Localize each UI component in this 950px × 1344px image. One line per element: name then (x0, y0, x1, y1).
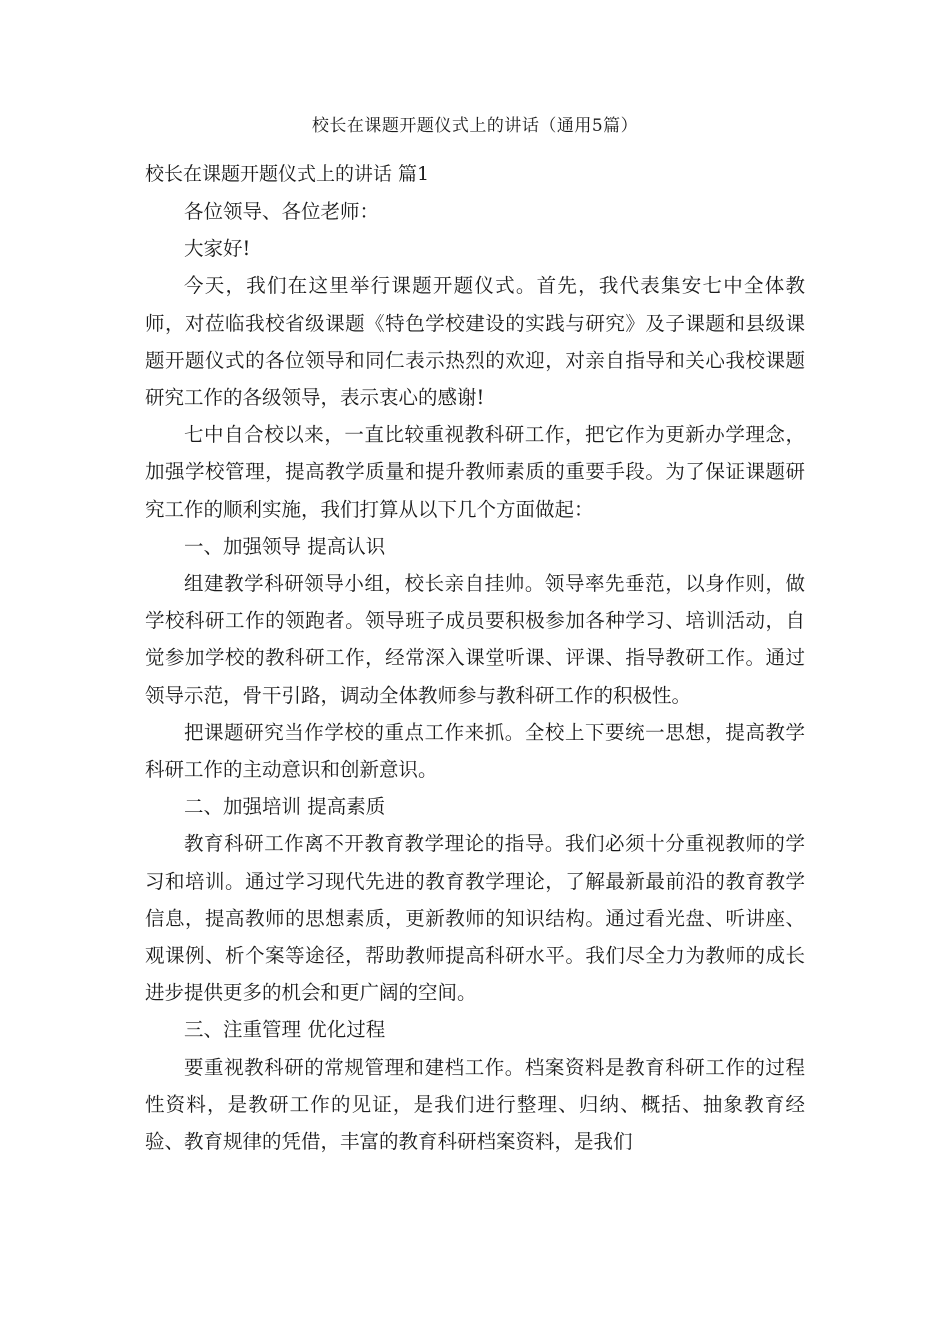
section-heading: 校长在课题开题仪式上的讲话 篇1 (145, 163, 430, 185)
subheading-leadership: 一、加强领导 提高认识 (184, 534, 386, 558)
greeting: 大家好! (184, 237, 251, 261)
paragraph-training: 教育科研工作离不开教育教学理论的指导。我们必须十分重视教师的学习和培训。通过学习现代先进的教育教学理论，了解最新最前沿的教育教学信息，提高教师的思想素质，更新教师的知识结构。通过看光盘、听讲座、观课例、析个案等途径，帮助教师提高科研水平。我们尽全力为教师的成长进步提供更多的机会和更广阔的空间。 (145, 832, 805, 1005)
paragraph-priority: 把课题研究当作学校的重点工作来抓。全校上下要统一思想，提高教学科研工作的主动意识和创新意识。 (145, 720, 805, 782)
paragraph-welcome: 今天，我们在这里举行课题开题仪式。首先，我代表集安七中全体教师，对莅临我校省级课题《特色学校建设的实践与研究》及子课题和县级课题开题仪式的各位领导和同仁表示热烈的欢迎，对亲自指导和关心我校课题研究工作的各级领导，表示衷心的感谢! (145, 274, 805, 410)
paragraph-leadership: 组建教学科研领导小组，校长亲自挂帅。领导率先垂范，以身作则，做学校科研工作的领跑者。领导班子成员要积极参加各种学习、培训活动，自觉参加学校的教科研工作，经常深入课堂听课、评课、指导教研工作。通过领导示范，骨干引路，调动全体教师参与教科研工作的积极性。 (145, 572, 805, 707)
subheading-management: 三、注重管理 优化过程 (184, 1018, 386, 1042)
salutation: 各位领导、各位老师： (184, 200, 380, 223)
paragraph-intro: 七中自合校以来，一直比较重视教科研工作，把它作为更新办学理念，加强学校管理，提高教学质量和提升教师素质的重要手段。为了保证课题研究工作的顺利实施，我们打算从以下几个方面做起： (145, 423, 805, 521)
document-title: 校长在课题开题仪式上的讲话（通用5篇） (311, 116, 639, 136)
paragraph-management: 要重视教科研的常规管理和建档工作。档案资料是教育科研工作的过程性资料，是教研工作的见证，是我们进行整理、归纳、概括、抽象教育经验、教育规律的凭借，丰富的教育科研档案资料，是我们 (145, 1055, 805, 1154)
subheading-training: 二、加强培训 提高素质 (184, 795, 386, 819)
document-body (145, 156, 805, 1160)
